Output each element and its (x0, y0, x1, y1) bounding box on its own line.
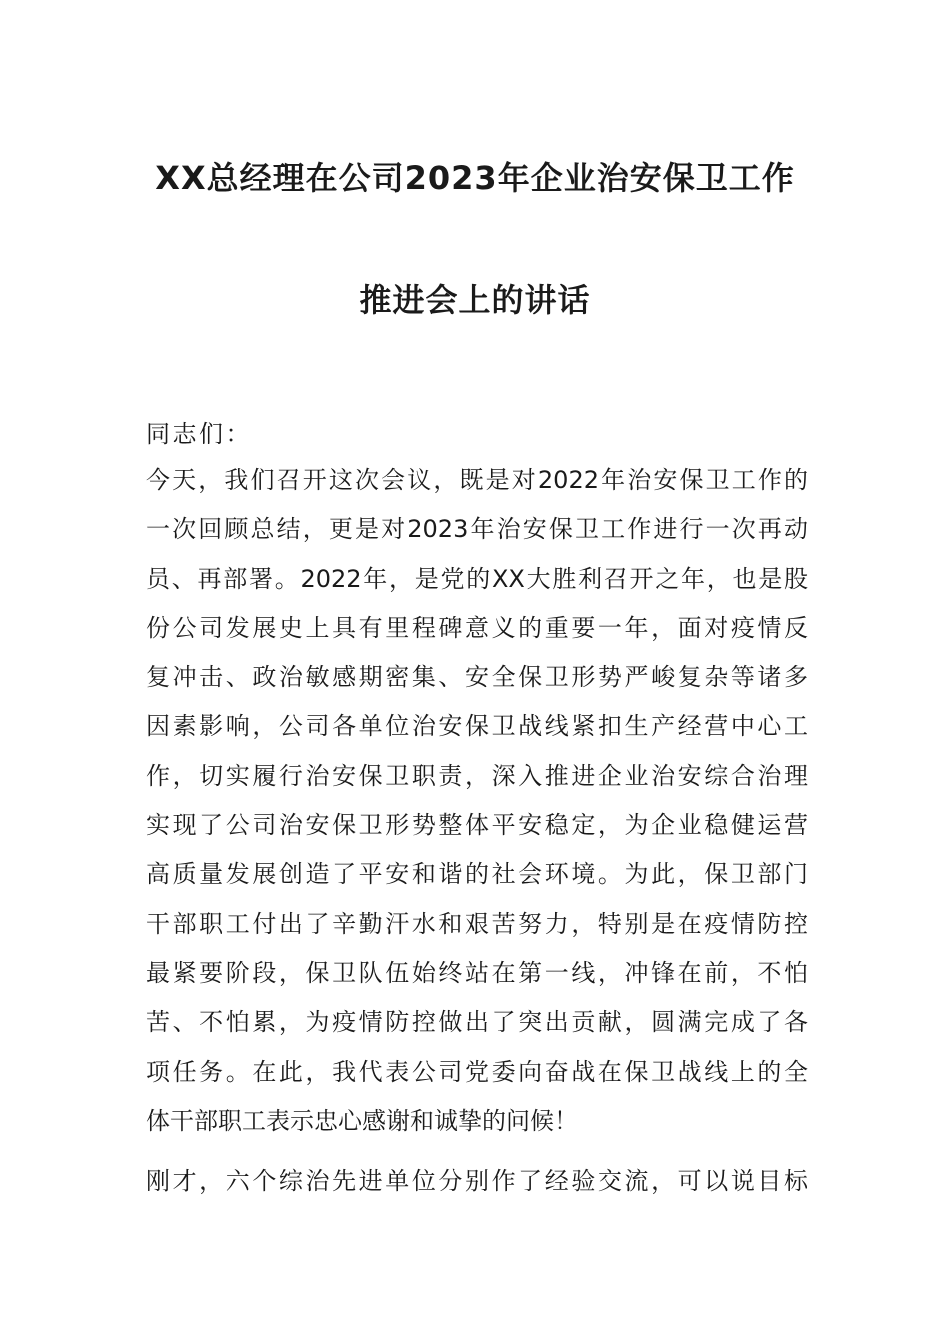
paragraph-line: 复冲击、政治敏感期密集、安全保卫形势严峻复杂等诸多 (146, 663, 808, 692)
paragraph-line: 干部职工付出了辛勤汗水和艰苦努力，特别是在疫情防控 (146, 909, 808, 938)
document-title-line-2: 推进会上的讲话 (359, 281, 591, 319)
salutation: 同志们： (146, 420, 252, 448)
paragraph-2 (146, 1157, 808, 1206)
paragraph-line: 一次回顾总结，更是对2023年治安保卫工作进行一次再动 (146, 515, 808, 544)
paragraph-1 (146, 456, 808, 1146)
paragraph-line: 因素影响，公司各单位治安保卫战线紧扣生产经营中心工 (146, 712, 808, 741)
paragraph-line: 苦、不怕累，为疫情防控做出了突出贡献，圆满完成了各 (146, 1008, 808, 1037)
document-title-line-1: XX总经理在公司2023年企业治安保卫工作 (155, 159, 795, 197)
paragraph-line: 员、再部署。2022年，是党的XX大胜利召开之年，也是股 (146, 564, 808, 593)
paragraph-line: 最紧要阶段，保卫队伍始终站在第一线，冲锋在前，不怕 (146, 958, 808, 987)
paragraph-line: 作，切实履行治安保卫职责，深入推进企业治安综合治理 (146, 761, 808, 790)
paragraph-line: 今天，我们召开这次会议，既是对2022年治安保卫工作的 (146, 466, 808, 494)
paragraph-line: 项任务。在此，我代表公司党委向奋战在保卫战线上的全 (146, 1057, 808, 1086)
paragraph-line: 实现了公司治安保卫形势整体平安稳定，为企业稳健运营 (146, 811, 808, 840)
paragraph-line: 份公司发展史上具有里程碑意义的重要一年，面对疫情反 (146, 613, 808, 642)
paragraph-line: 体干部职工表示忠心感谢和诚挚的问候！ (146, 1106, 578, 1135)
paragraph-line: 高质量发展创造了平安和谐的社会环境。为此，保卫部门 (146, 860, 808, 889)
paragraph-line: 刚才，六个综治先进单位分别作了经验交流，可以说目标 (146, 1167, 808, 1195)
